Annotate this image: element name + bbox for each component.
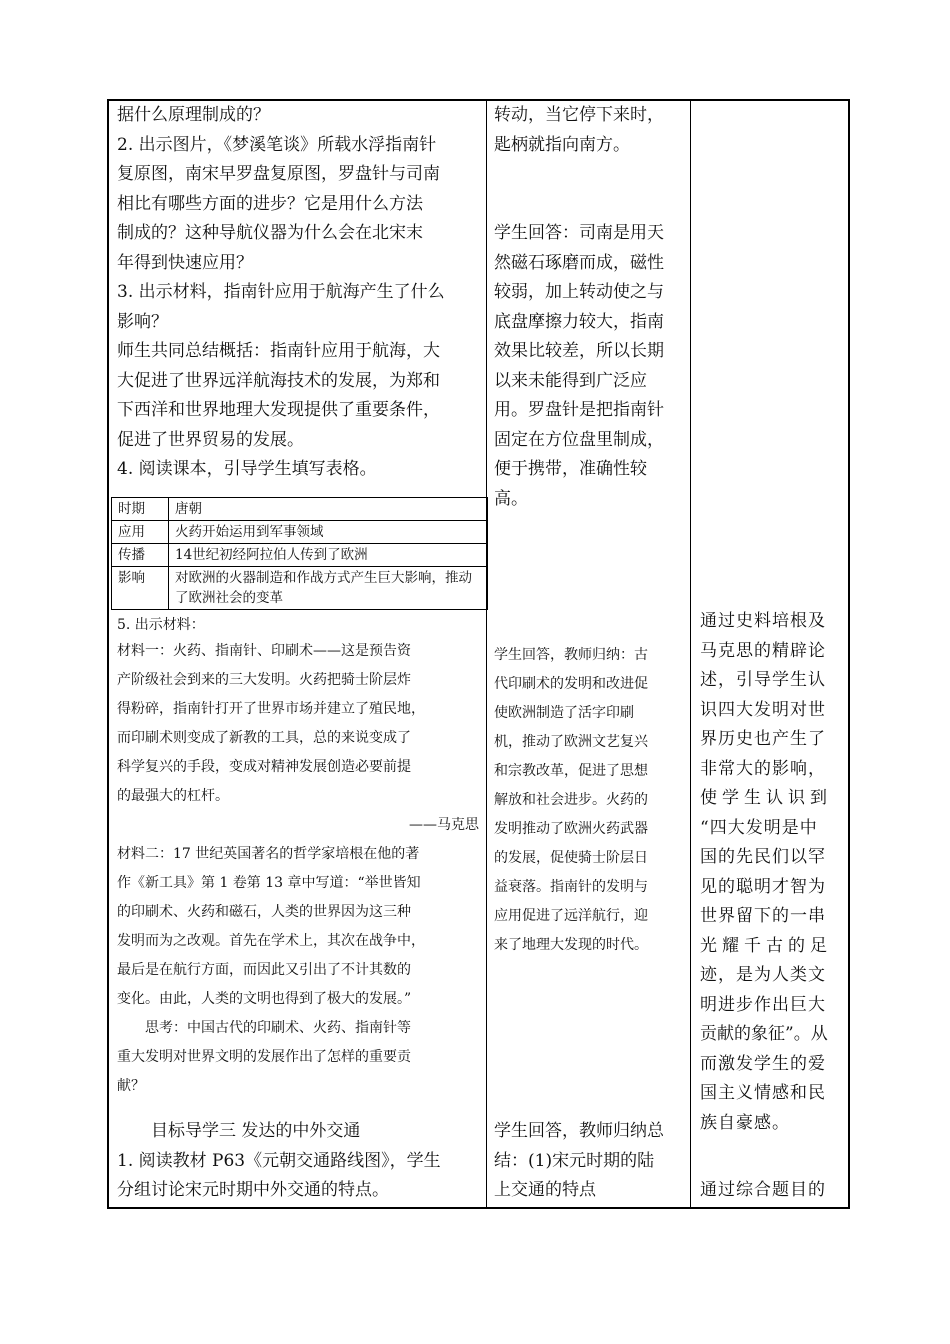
left-materials	[117, 613, 479, 1101]
text-line: 献？	[117, 1078, 145, 1094]
text-line: 3. 出示材料，指南针应用于航海产生了什么	[117, 282, 445, 302]
text-line: 变化。由此，人类的文明也得到了极大的发展。”	[117, 991, 412, 1007]
text-line: 学生回答，教师归纳：古	[494, 647, 648, 663]
text-line: 匙柄就指向南方。	[494, 134, 630, 155]
text-line: 作《新工具》第 1 卷第 13 章中写道：“举世皆知	[117, 875, 421, 891]
text-line: 最后是在航行方面，而因此又引出了不计其数的	[117, 962, 411, 978]
gunpowder-table	[111, 497, 488, 610]
text-line: 制成的？这种导航仪器为什么会在北宋末	[117, 223, 423, 243]
text-line: 世界留下的一串	[700, 906, 826, 926]
table-row	[112, 544, 488, 567]
text-line: 的发展，促使骑士阶层日	[494, 850, 648, 866]
text-line: 和宗教改革，促进了思想	[494, 763, 648, 779]
text-line: 高。	[494, 488, 528, 509]
text-line: 的印刷术、火药和磁石，人类的世界因为这三种	[117, 904, 411, 920]
table-cell-value: 对欧洲的火器制造和作战方式产生巨大影响，推动了欧洲社会的变革	[169, 567, 488, 610]
text-line: 师生共同总结概括：指南针应用于航海，大	[117, 341, 440, 361]
text-line: 4. 阅读课本，引导学生填写表格。	[117, 459, 377, 479]
left-top-text	[117, 101, 483, 485]
text-line: 的最强大的杠杆。	[117, 788, 229, 804]
text-line: 转动，当它停下来时，	[494, 105, 664, 125]
text-line: 相比有哪些方面的进步？它是用什么方法	[117, 193, 423, 214]
text-line: 用。罗盘针是把指南针	[494, 400, 664, 420]
text-line: 2. 出示图片，《梦溪笔谈》所载水浮指南针	[117, 134, 437, 155]
text-line: 复原图，南宋早罗盘复原图，罗盘针与司南	[117, 164, 440, 184]
section-title: 目标导学三 发达的中外交通	[151, 1121, 361, 1141]
text-line: 解放和社会进步。火药的	[494, 792, 648, 808]
text-line: 分组讨论宋元时期中外交通的特点。	[117, 1180, 389, 1200]
text-line: 学生回答，教师归纳总	[494, 1121, 664, 1141]
text-line: 界历史也产生了	[700, 729, 826, 749]
text-line: 通过史料培根及	[700, 611, 826, 631]
table-row	[112, 567, 488, 610]
text-line: 思考：中国古代的印刷术、火药、指南针等	[145, 1020, 411, 1036]
table-cell-value: 唐朝	[169, 498, 488, 521]
text-line: 较弱，加上转动使之与	[494, 282, 664, 302]
text-line: 产阶级社会到来的三大发明。火药把骑士阶层炸	[117, 672, 411, 688]
text-line: 上交通的特点	[494, 1180, 596, 1200]
table-row	[112, 521, 488, 544]
text-line: 识四大发明对世	[700, 699, 826, 720]
table-cell-key: 传播	[112, 544, 169, 567]
text-line: 影响？	[117, 311, 168, 332]
text-line: 下西洋和世界地理大发现提供了重要条件，	[117, 400, 440, 420]
text-line: 来了地理大发现的时代。	[494, 937, 648, 953]
table-row	[112, 498, 488, 521]
text-line: 重大发明对世界文明的发展作出了怎样的重要贡	[117, 1049, 411, 1065]
table-cell-key: 影响	[112, 567, 169, 610]
middle-block-3	[494, 641, 686, 960]
text-line: 年得到快速应用？	[117, 252, 253, 273]
table-cell-value: 14世纪初经阿拉伯人传到了欧洲	[169, 544, 488, 567]
text-line: 应用促进了远洋航行，迎	[494, 908, 648, 924]
right-block-2	[700, 1176, 848, 1206]
text-line: 便于携带，准确性较	[494, 459, 647, 479]
text-line: 发明而为之改观。首先在学术上，其次在战争中，	[117, 933, 425, 949]
middle-block-2	[494, 219, 688, 514]
attribution: ——马克思	[409, 817, 479, 833]
text-line: 以来未能得到广泛应	[494, 370, 647, 391]
right-block-1	[700, 607, 848, 1138]
text-line: 而印刷术则变成了新教的工具，总的来说变成了	[117, 730, 411, 746]
text-line: 国主义情感和民	[700, 1083, 826, 1103]
text-line: 科学复兴的手段，变成对精神发展创造必要前提	[117, 759, 411, 775]
table-cell-value: 火药开始运用到军事领域	[169, 521, 488, 544]
text-line: 国的先民们以罕	[700, 847, 826, 867]
text-line: 见的聪明才智为	[700, 876, 826, 897]
text-line: 而激发学生的爱	[700, 1053, 826, 1074]
text-line: 结：(1)宋元时期的陆	[494, 1150, 655, 1171]
text-line: 学生回答：司南是用天	[494, 223, 664, 243]
column-divider-1	[486, 99, 487, 1209]
text-line: 通过综合题目的	[700, 1180, 826, 1200]
text-line: 光耀千古的足	[700, 935, 832, 956]
left-bottom-text	[117, 1117, 483, 1206]
text-line: 马克思的精辟论	[700, 640, 826, 661]
text-line: 促进了世界贸易的发展。	[117, 429, 304, 450]
text-line: 5. 出示材料：	[117, 617, 205, 633]
text-line: 得粉碎，指南针打开了世界市场并建立了殖民地，	[117, 701, 425, 717]
text-line: 族自豪感。	[700, 1112, 790, 1133]
text-line: 发明推动了欧洲火药武器	[494, 821, 648, 837]
text-line: 机，推动了欧洲文艺复兴	[494, 734, 648, 750]
middle-block-1	[494, 101, 688, 160]
text-line: 非常大的影响，	[700, 758, 826, 779]
text-line: 1. 阅读教材 P63《元朝交通路线图》，学生	[117, 1150, 441, 1171]
column-divider-2	[690, 99, 691, 1209]
text-line: 益衰落。指南针的发明与	[494, 879, 648, 895]
text-line: 材料一：火药、指南针、印刷术——这是预告资	[117, 643, 411, 659]
text-line: 底盘摩擦力较大，指南	[494, 311, 664, 332]
middle-block-4	[494, 1117, 688, 1206]
text-line: “四大发明是中	[700, 817, 818, 838]
text-line: 使欧洲制造了活字印刷	[494, 705, 634, 721]
text-line: 材料二：17 世纪英国著名的哲学家培根在他的著	[117, 846, 420, 862]
text-line: 效果比较差，所以长期	[494, 341, 664, 361]
text-line: 迹，是为人类文	[700, 965, 826, 985]
text-line: 使学生认识到	[700, 788, 832, 808]
text-line: 然磁石琢磨而成，磁性	[494, 252, 664, 273]
text-line: 贡献的象征”。从	[700, 1024, 828, 1044]
table-cell-key: 应用	[112, 521, 169, 544]
table-cell-key: 时期	[112, 498, 169, 521]
text-line: 据什么原理制成的？	[117, 105, 270, 125]
text-line: 明进步作出巨大	[700, 994, 826, 1015]
text-line: 固定在方位盘里制成，	[494, 429, 664, 450]
text-line: 代印刷术的发明和改进促	[494, 676, 648, 692]
text-line: 大促进了世界远洋航海技术的发展，为郑和	[117, 370, 440, 391]
text-line: 述，引导学生认	[700, 670, 826, 690]
